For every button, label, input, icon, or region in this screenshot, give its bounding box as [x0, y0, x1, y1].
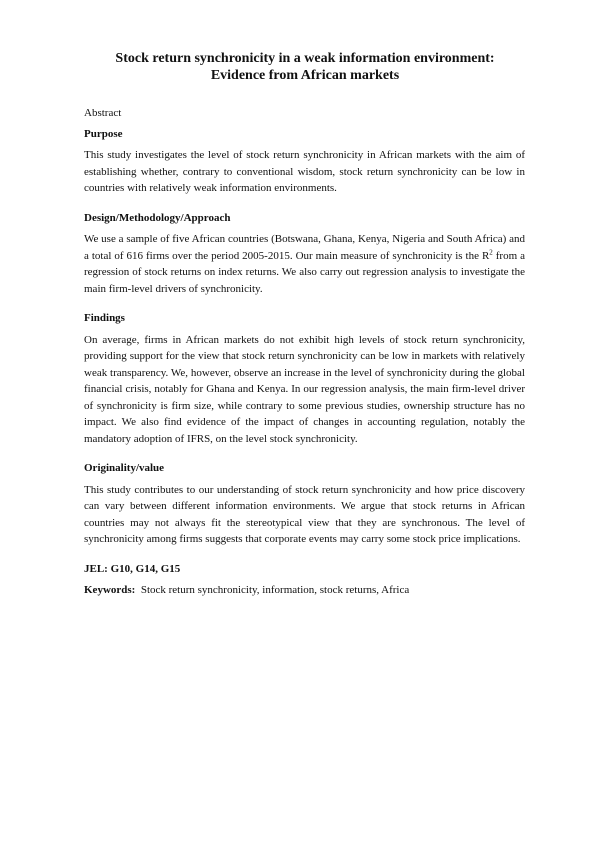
keywords-label: Keywords: — [84, 584, 136, 596]
findings-heading: Findings — [84, 312, 125, 324]
originality-heading: Originality/value — [84, 462, 165, 474]
design-text-after: from a regression of stock returns on index returns. We also carry out regression analysis to investigate the main firm-level drivers of synchronicity. — [84, 249, 526, 295]
purpose-text: This study investigates the level of stock return synchronicity in African markets with the aim of establishing whether, contrary to conventional wisdom, stock return synchronicity can be low in countries with relatively weak information environments. — [84, 149, 525, 194]
design-text-before: We use a sample of five African countries (Botswana, Ghana, Kenya, Nigeria and South Africa) and a total of 616 firms over the period 2005-2015. Our main measure of synchronicity is the R — [84, 233, 525, 262]
design-heading: Design/Methodology/Approach — [84, 211, 231, 224]
abstract-body — [84, 105, 525, 610]
title-line-2: Evidence from African markets — [210, 68, 400, 83]
findings-text: On average, firms in African markets do not exhibit high levels of stock return synchronicity, providing support for the view that stock return synchronicity can be low in markets with relatively weak transparency. We, however, observe an increase in the level of synchronicity during the global financial crisis, notably for Ghana and Kenya. In our regression analysis, the main firm-level driver of synchronicity is firm size, while contrary to some previous studies, ownership structure has no impact. We also find evidence of the impact of changes in accounting regulation, notably the mandatory adoption of IFRS, on the level stock synchronicity. — [84, 333, 525, 445]
title-line-1: Stock return synchronicity in a weak information environment: — [115, 51, 495, 66]
r-squared-superscript: 2 — [489, 247, 493, 256]
abstract-label: Abstract — [84, 107, 122, 119]
purpose-heading: Purpose — [84, 127, 123, 140]
paper-title — [70, 50, 540, 84]
keywords-value: Stock return synchronicity, information, stock returns, Africa — [140, 584, 410, 596]
jel-codes: JEL: G10, G14, G15 — [84, 562, 181, 575]
keywords-line — [84, 582, 525, 599]
originality-text: This study contributes to our understanding of stock return synchronicity and how price discovery can vary between different information environments. We argue that stock returns in African countries may not always fit the stereotypical view that they are synchronous. The level of synchronicity among firms suggests that corporate events may carry some stock price implications. — [84, 483, 525, 545]
design-text — [84, 231, 525, 297]
